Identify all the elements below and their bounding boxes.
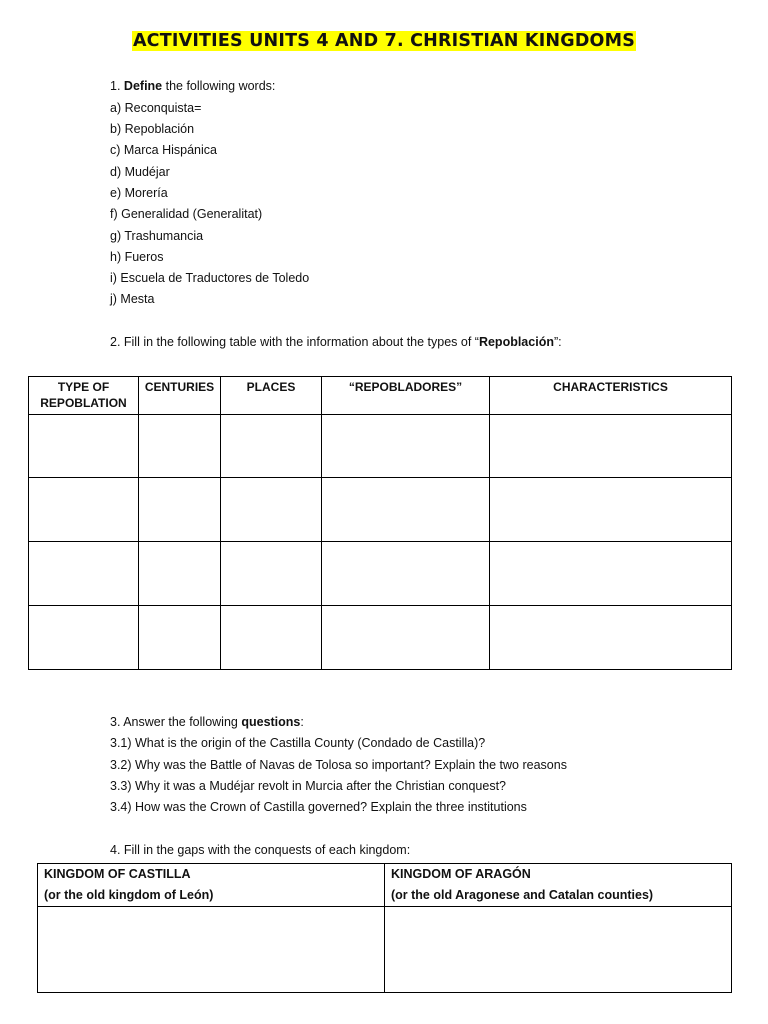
q3-bold-word: questions: [241, 715, 301, 729]
table-cell[interactable]: [322, 606, 490, 670]
table-cell[interactable]: [29, 542, 139, 606]
castilla-header: [38, 864, 385, 907]
aragon-subtitle: (or the old Aragonese and Catalan counties): [391, 888, 654, 902]
q1-item-h: h) Fueros: [110, 250, 164, 264]
header-type-line1: TYPE OF: [57, 380, 110, 394]
q3-heading: [110, 715, 304, 729]
header-repobladores: “REPOBLADORES”: [322, 377, 490, 415]
q3-item-2: 3.2) Why was the Battle of Navas de Tolosa so important? Explain the two reasons: [110, 758, 567, 772]
table-cell[interactable]: [29, 606, 139, 670]
header-characteristics: CHARACTERISTICS: [490, 377, 732, 415]
castilla-title: KINGDOM OF CASTILLA: [44, 867, 191, 881]
q1-number: 1.: [110, 79, 121, 93]
castilla-subtitle: (or the old kingdom of León): [44, 888, 214, 902]
q1-item-j: j) Mesta: [110, 292, 155, 306]
q1-item-c: c) Marca Hispánica: [110, 143, 217, 157]
table-cell[interactable]: [322, 415, 490, 478]
table-cell[interactable]: [322, 478, 490, 542]
q3-item-1: 3.1) What is the origin of the Castilla County (Condado de Castilla)?: [110, 736, 486, 750]
q1-item-d: d) Mudéjar: [110, 165, 170, 179]
kingdoms-table: [37, 863, 732, 993]
q1-item-g: g) Trashumancia: [110, 229, 204, 243]
table-cell[interactable]: [139, 415, 221, 478]
q1-item-b: b) Repoblación: [110, 122, 195, 136]
table-cell[interactable]: [490, 606, 732, 670]
header-type-of-repoblation: [29, 377, 139, 415]
q2-heading: [110, 335, 562, 349]
table-cell[interactable]: [221, 606, 322, 670]
aragon-header: [385, 864, 732, 907]
q1-bold-word: Define: [123, 79, 163, 93]
castilla-answer-cell[interactable]: [38, 907, 385, 993]
header-centuries: CENTURIES: [139, 377, 221, 415]
table-cell[interactable]: [322, 542, 490, 606]
q2-bold-word: Repoblación: [478, 335, 554, 349]
table-cell[interactable]: [139, 478, 221, 542]
q1-item-f: f) Generalidad (Generalitat): [110, 207, 263, 221]
q2-text: 2. Fill in the following table with the information about the types of “: [110, 335, 479, 349]
table-cell[interactable]: [29, 478, 139, 542]
q1-item-e: e) Morería: [110, 186, 168, 200]
table-row: [29, 415, 732, 478]
table-cell[interactable]: [490, 542, 732, 606]
q1-heading: [110, 79, 275, 93]
table-cell[interactable]: [29, 415, 139, 478]
q2-text-end: ”:: [553, 335, 562, 349]
table-row: [29, 478, 732, 542]
header-type-line2: REPOBLATION: [40, 396, 127, 410]
table-cell[interactable]: [490, 478, 732, 542]
q3-text-end: :: [300, 715, 304, 729]
aragon-title: KINGDOM OF ARAGÓN: [391, 867, 531, 881]
q3-item-4: 3.4) How was the Crown of Castilla governed? Explain the three institutions: [110, 800, 527, 814]
table-cell[interactable]: [139, 542, 221, 606]
table-cell[interactable]: [221, 542, 322, 606]
q3-item-3: 3.3) Why it was a Mudéjar revolt in Murcia after the Christian conquest?: [110, 779, 507, 793]
title-highlight: ACTIVITIES UNITS 4 AND 7. CHRISTIAN KINGDOMS: [132, 31, 636, 51]
q1-item-a: a) Reconquista=: [110, 101, 202, 115]
table-row: [29, 542, 732, 606]
table-header-row: [29, 377, 732, 415]
q1-item-i: i) Escuela de Traductores de Toledo: [110, 271, 310, 285]
q4-heading: 4. Fill in the gaps with the conquests of each kingdom:: [110, 843, 411, 857]
q3-text: 3. Answer the following: [110, 715, 238, 729]
table-row: [29, 606, 732, 670]
table-cell[interactable]: [221, 478, 322, 542]
kingdoms-answer-row: [38, 907, 732, 993]
table-cell[interactable]: [490, 415, 732, 478]
kingdoms-header-row: [38, 864, 732, 907]
aragon-answer-cell[interactable]: [385, 907, 732, 993]
table-cell[interactable]: [221, 415, 322, 478]
table-cell[interactable]: [139, 606, 221, 670]
page-title: [0, 31, 768, 51]
q1-text: the following words:: [165, 79, 276, 93]
header-places: PLACES: [221, 377, 322, 415]
repoblation-table: [28, 376, 732, 670]
